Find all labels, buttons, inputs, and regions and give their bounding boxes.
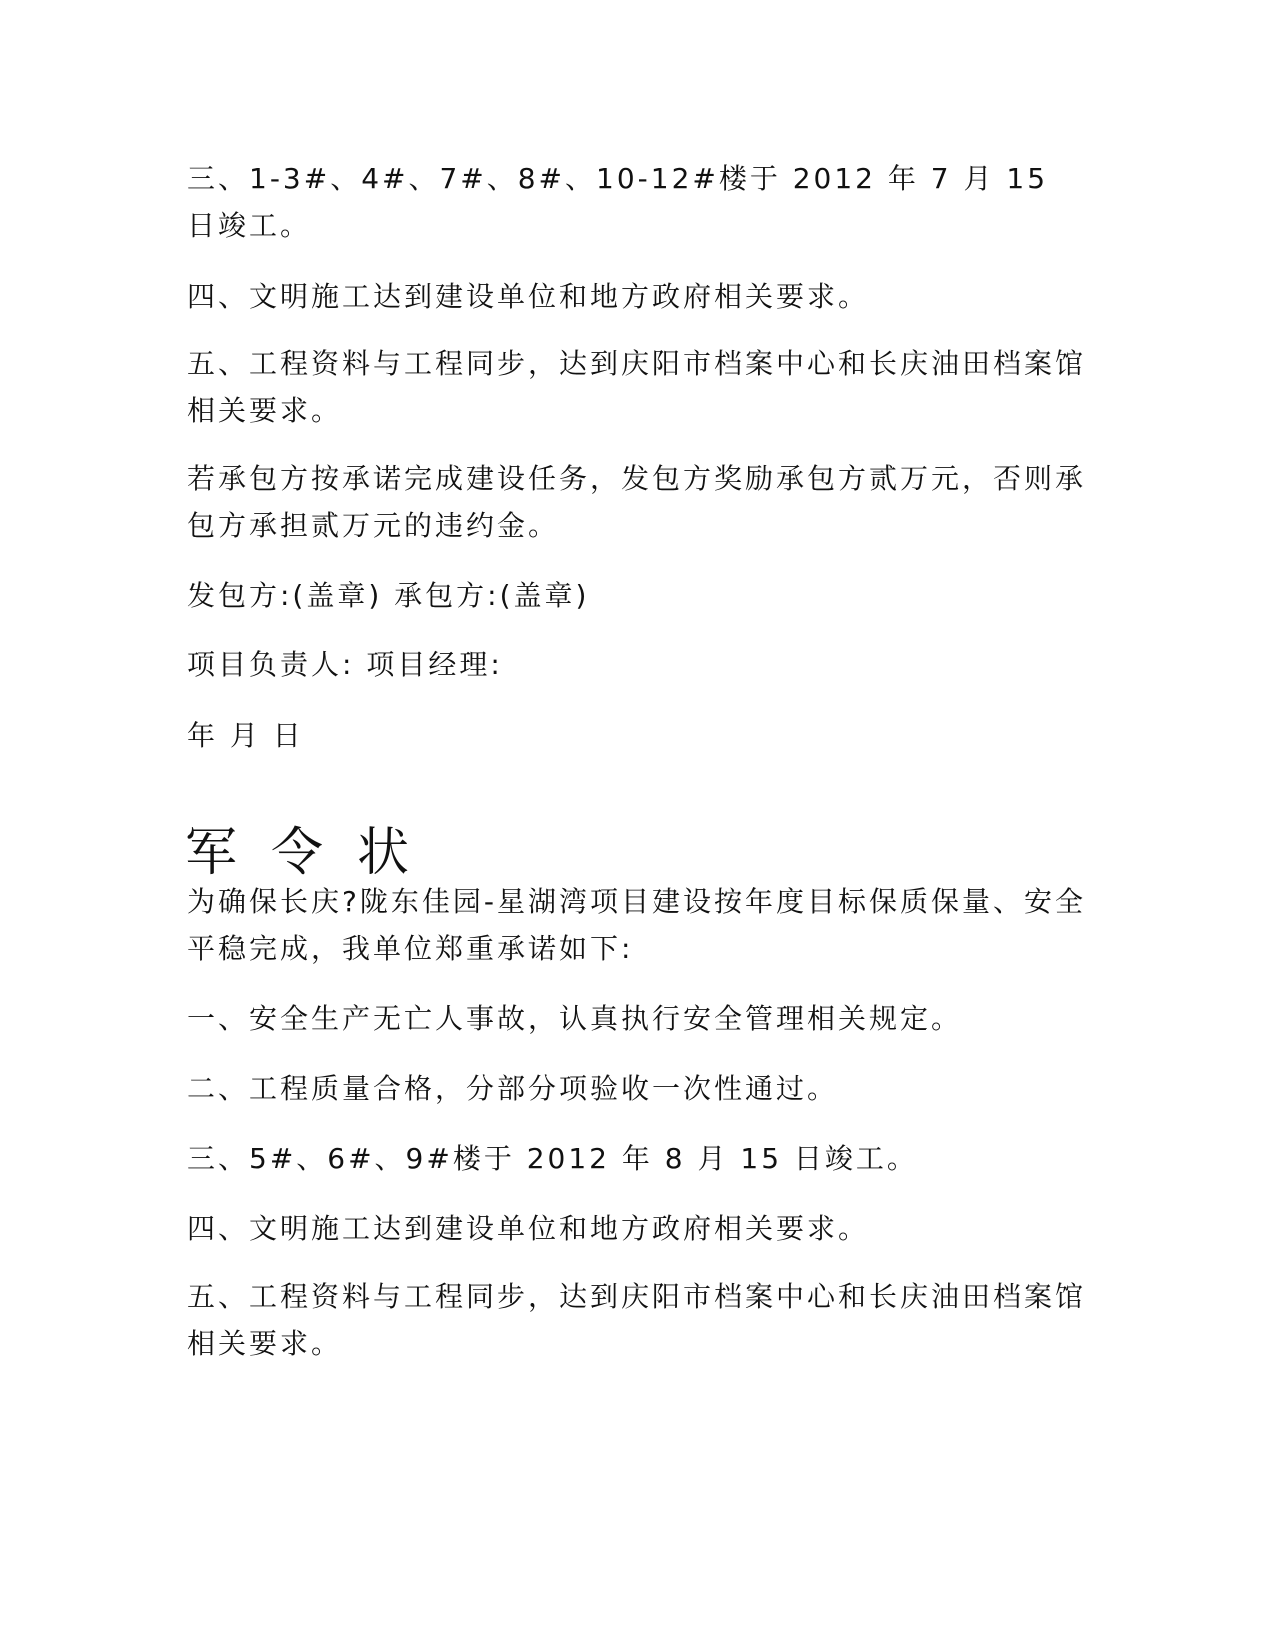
documentation-clause-1: 五、工程资料与工程同步，达到庆阳市档案中心和长庆油田档案馆相关要求。 bbox=[187, 347, 1087, 427]
civilized-construction-clause-1: 四、文明施工达到建设单位和地方政府相关要求。 bbox=[187, 280, 870, 313]
safety-clause: 一、安全生产无亡人事故，认真执行安全管理相关规定。 bbox=[187, 1002, 963, 1035]
quality-clause: 二、工程质量合格，分部分项验收一次性通过。 bbox=[187, 1072, 839, 1105]
pledge-intro: 为确保长庆?陇东佳园-星湖湾项目建设按年度目标保质保量、安全平稳完成，我单位郑重承诺如下: bbox=[187, 885, 1086, 965]
completion-clause-2: 三、5#、6#、9#楼于 2012 年 8 月 15 日竣工。 bbox=[187, 1142, 918, 1175]
reward-penalty-clause: 若承包方按承诺完成建设任务，发包方奖励承包方贰万元，否则承包方承担贰万元的违约金。 bbox=[187, 462, 1087, 542]
documentation-clause-2: 五、工程资料与工程同步，达到庆阳市档案中心和长庆油田档案馆相关要求。 bbox=[187, 1280, 1087, 1360]
completion-clause-1: 三、1-3#、4#、7#、8#、10-12#楼于 2012 年 7 月 15 日竣工。 bbox=[187, 162, 1049, 242]
signature-parties: 发包方:(盖章) 承包方:(盖章) bbox=[187, 579, 590, 612]
document-title: 军令状 bbox=[185, 823, 444, 883]
civilized-construction-clause-2: 四、文明施工达到建设单位和地方政府相关要求。 bbox=[187, 1212, 870, 1245]
signature-date: 年 月 日 bbox=[187, 719, 304, 752]
signature-managers: 项目负责人: 项目经理: bbox=[187, 648, 503, 681]
